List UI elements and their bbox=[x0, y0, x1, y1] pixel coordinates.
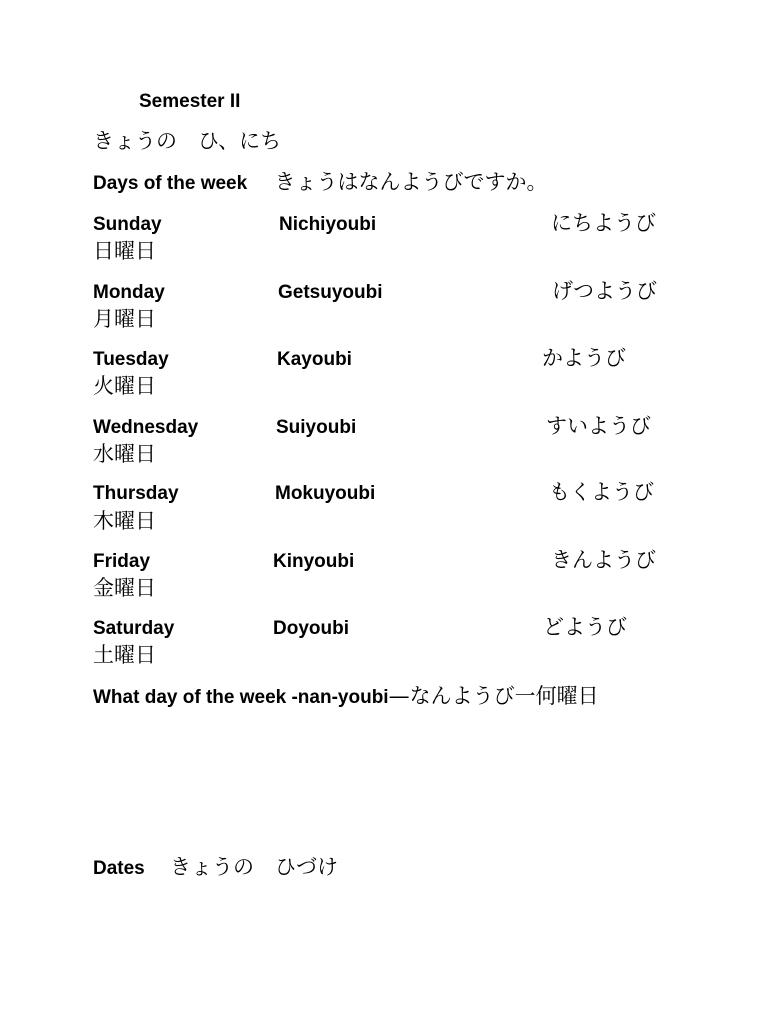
day-kanji: 火曜日 bbox=[93, 374, 156, 398]
day-kanji: 水曜日 bbox=[93, 442, 156, 466]
dates-label: Dates bbox=[93, 858, 145, 879]
day-english: Thursday bbox=[93, 483, 179, 504]
day-romaji: Doyoubi bbox=[273, 618, 349, 639]
day-hiragana: きんようび bbox=[551, 548, 656, 572]
semester-title: Semester II bbox=[139, 91, 241, 112]
day-kanji: 日曜日 bbox=[93, 239, 156, 263]
what-day-label: What day of the week -nan-youbi bbox=[93, 687, 389, 708]
what-day-line bbox=[93, 686, 599, 707]
days-heading-label: Days of the week bbox=[93, 173, 248, 194]
day-romaji: Getsuyoubi bbox=[278, 282, 383, 303]
day-hiragana: かようび bbox=[542, 346, 626, 370]
day-kanji: 土曜日 bbox=[93, 643, 156, 667]
days-heading bbox=[93, 172, 547, 193]
day-hiragana: すいようび bbox=[546, 414, 651, 438]
day-kanji: 木曜日 bbox=[93, 509, 156, 533]
day-hiragana: どようび bbox=[543, 615, 627, 639]
what-day-japanese: —なんようび一何曜日 bbox=[388, 684, 599, 708]
day-english: Sunday bbox=[93, 214, 162, 235]
day-romaji: Suiyoubi bbox=[276, 417, 357, 438]
day-english: Friday bbox=[93, 551, 151, 572]
lesson-subtitle: きょうの ひ、にち bbox=[93, 129, 282, 153]
dates-heading bbox=[93, 857, 338, 878]
day-hiragana: げつようび bbox=[552, 279, 657, 303]
day-english: Tuesday bbox=[93, 349, 169, 370]
day-english: Monday bbox=[93, 282, 165, 303]
days-heading-question: きょうはなんようびですか。 bbox=[274, 170, 548, 194]
day-hiragana: にちようび bbox=[551, 211, 656, 235]
day-kanji: 月曜日 bbox=[93, 307, 156, 331]
day-english: Wednesday bbox=[93, 417, 199, 438]
day-romaji: Nichiyoubi bbox=[279, 214, 377, 235]
dates-japanese: きょうの ひづけ bbox=[170, 855, 339, 879]
day-romaji: Kinyoubi bbox=[273, 551, 355, 572]
day-english: Saturday bbox=[93, 618, 175, 639]
day-hiragana: もくようび bbox=[549, 480, 654, 504]
day-romaji: Mokuyoubi bbox=[275, 483, 376, 504]
day-kanji: 金曜日 bbox=[93, 576, 156, 600]
day-romaji: Kayoubi bbox=[277, 349, 352, 370]
